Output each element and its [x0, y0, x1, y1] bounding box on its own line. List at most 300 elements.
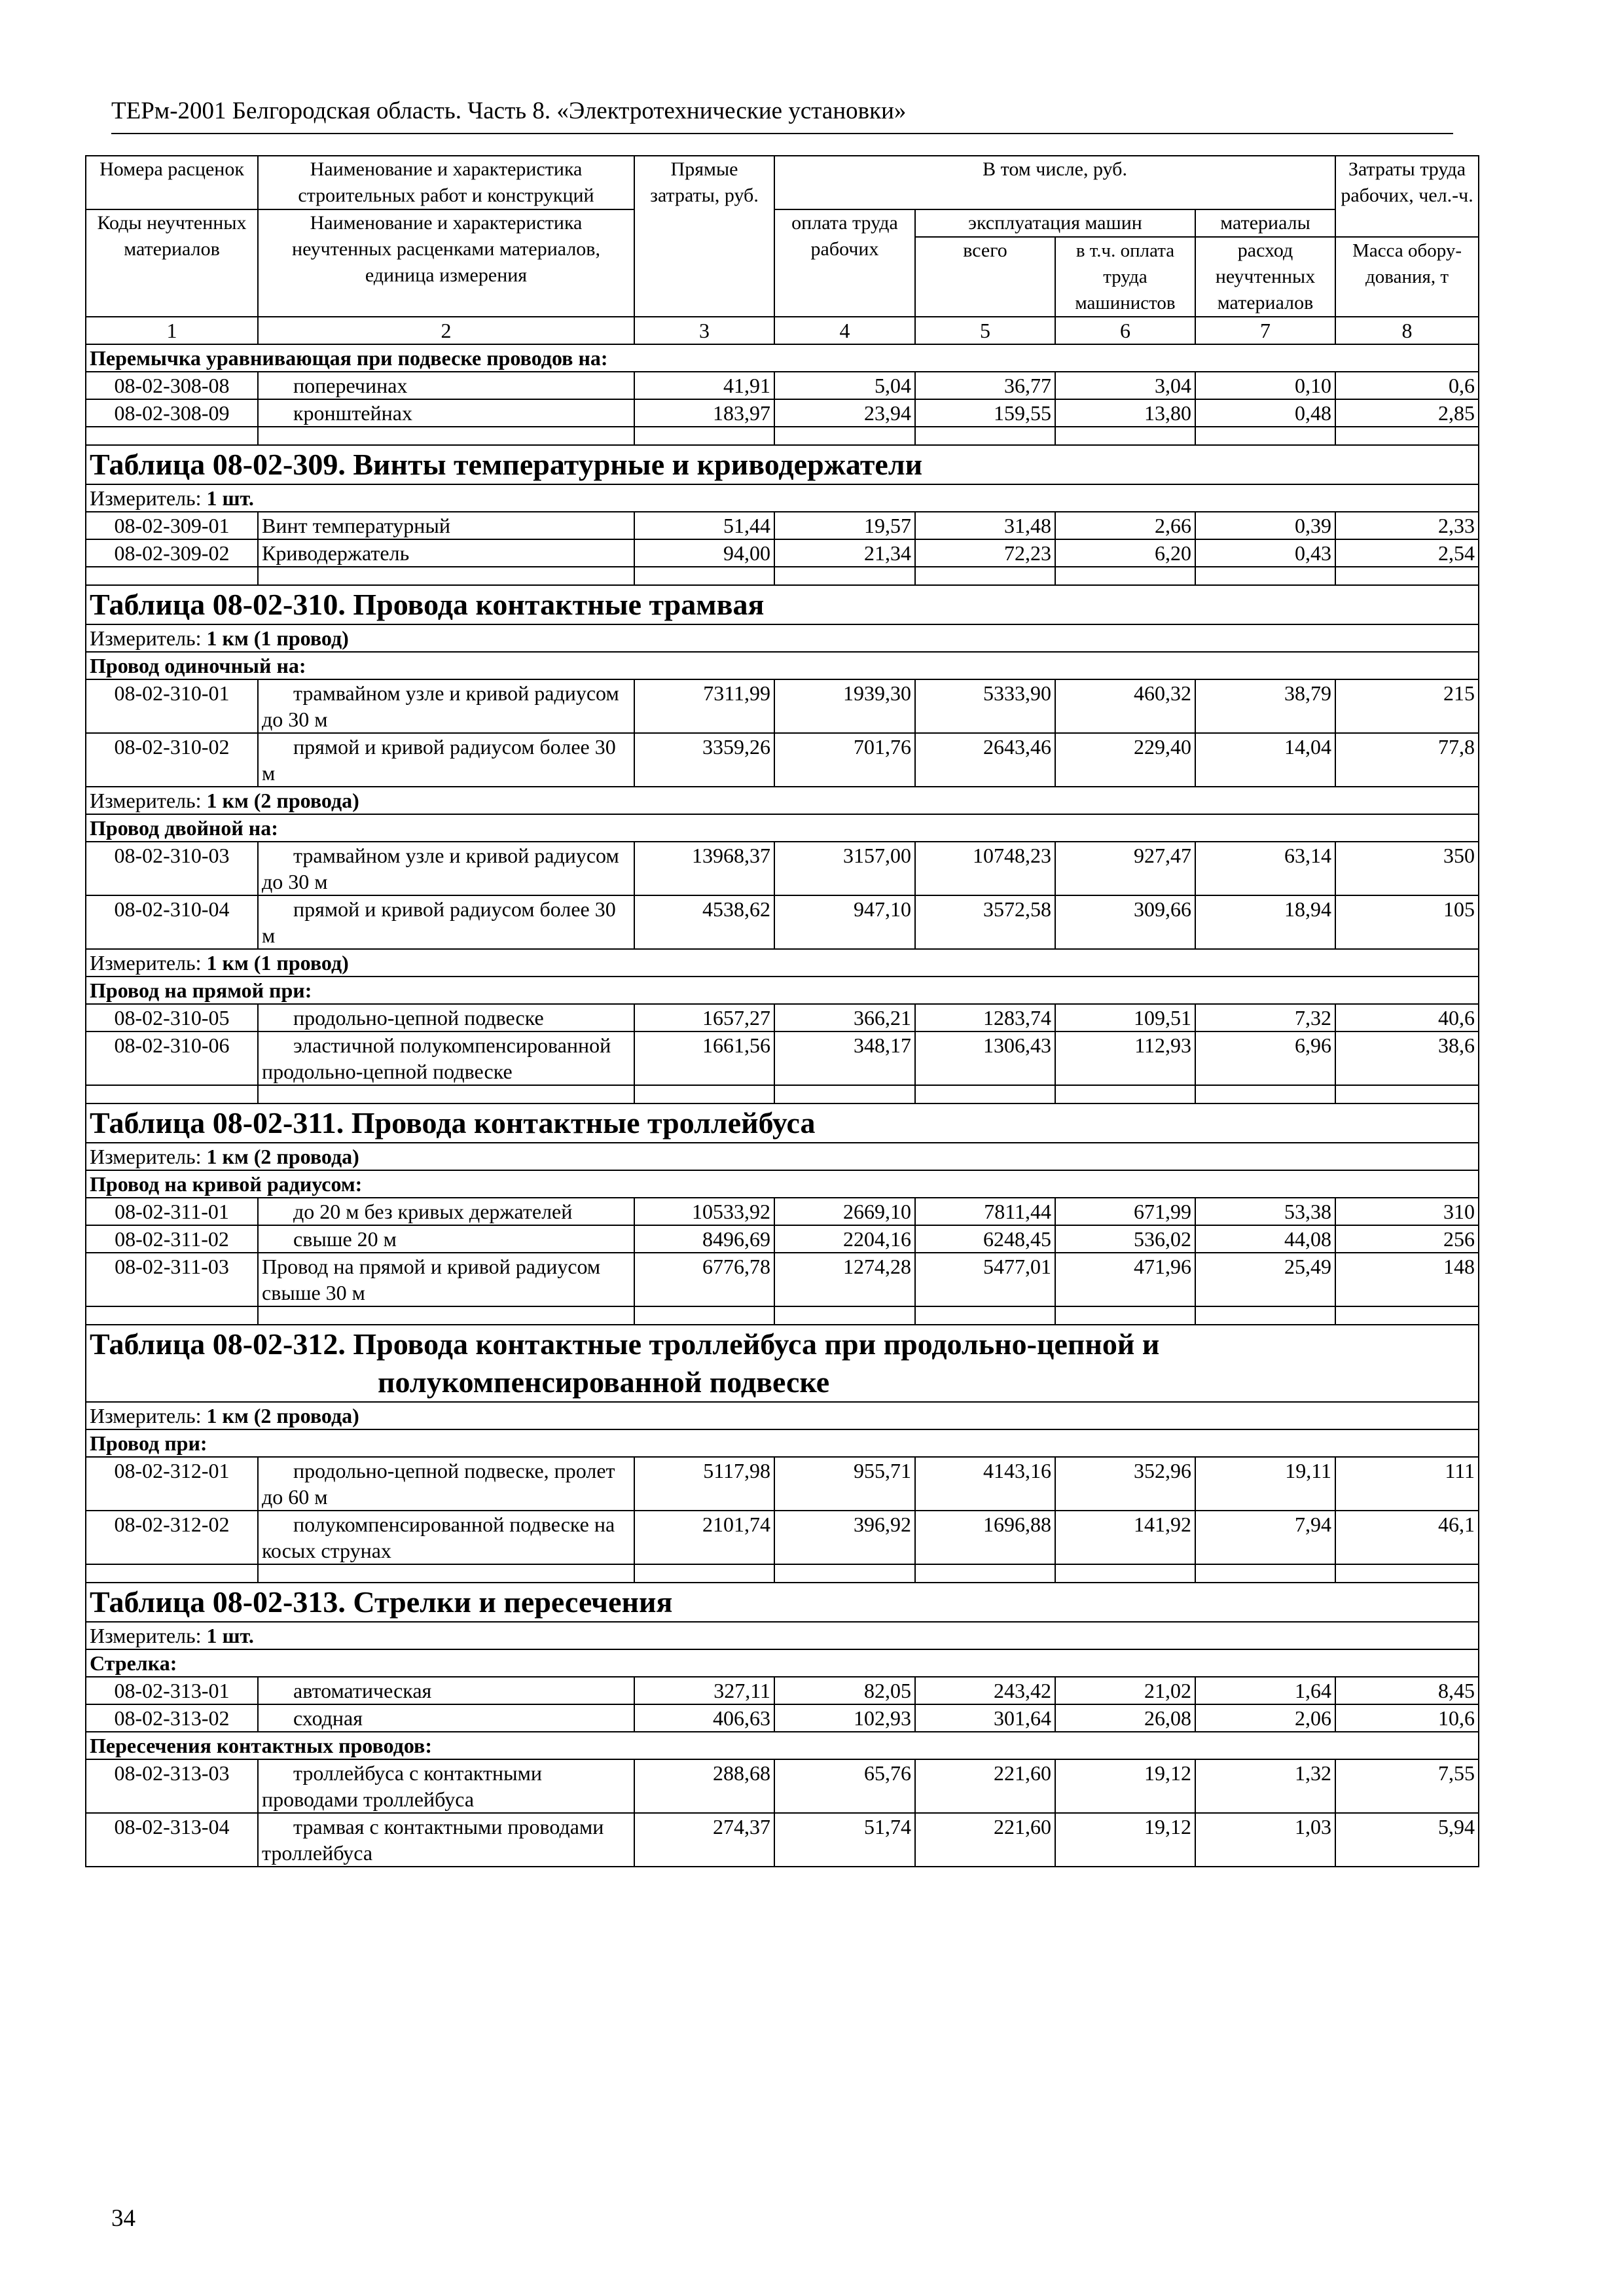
measure-row — [86, 624, 1479, 652]
material-use: 7,32 — [1195, 1004, 1335, 1031]
material-use: 0,10 — [1195, 372, 1335, 399]
measure-label: Измеритель: — [90, 486, 202, 510]
col-header-material-names: Наименование и характеристика неучтенных расценками материалов, единица измерения — [258, 209, 634, 317]
table-title-row — [86, 585, 1479, 624]
labor-hours: 148 — [1335, 1253, 1479, 1306]
table-row — [86, 1031, 1479, 1085]
table-row — [86, 372, 1479, 399]
direct-costs: 13968,37 — [634, 842, 774, 895]
table-row — [86, 1677, 1479, 1704]
labor-hours: 310 — [1335, 1198, 1479, 1225]
table-title — [90, 1325, 1475, 1401]
direct-costs: 41,91 — [634, 372, 774, 399]
spacer-cell — [1055, 1085, 1195, 1103]
section-heading-row — [86, 814, 1479, 842]
worker-pay: 1939,30 — [774, 679, 915, 733]
rate-code: 08-02-312-01 — [86, 1457, 258, 1511]
machines-total: 36,77 — [915, 372, 1055, 399]
operator-pay: 6,20 — [1055, 539, 1195, 567]
table-title-row — [86, 1103, 1479, 1143]
section-heading-row — [86, 1429, 1479, 1457]
table-title-row-cell — [86, 585, 1479, 624]
section-heading-row — [86, 344, 1479, 372]
spacer-cell — [774, 1306, 915, 1325]
spacer-cell — [1335, 1306, 1479, 1325]
spacer-cell — [1335, 427, 1479, 445]
table-row — [86, 895, 1479, 949]
material-use: 63,14 — [1195, 842, 1335, 895]
col-header-machines-total: всего — [915, 237, 1055, 317]
operator-pay: 671,99 — [1055, 1198, 1195, 1225]
operator-pay: 21,02 — [1055, 1677, 1195, 1704]
spacer-cell — [258, 1085, 634, 1103]
measure-row-cell — [86, 1402, 1479, 1429]
operator-pay: 229,40 — [1055, 733, 1195, 787]
worker-pay: 51,74 — [774, 1813, 915, 1867]
col-header-equipment-mass: Масса обору- дования, т — [1335, 237, 1479, 317]
operator-pay: 26,08 — [1055, 1704, 1195, 1732]
measure-unit: 1 км (1 провод) — [206, 626, 349, 650]
material-use: 1,03 — [1195, 1813, 1335, 1867]
table-title-row — [86, 1583, 1479, 1622]
page-header: ТЕРм-2001 Белгородская область. Часть 8. «Электротехнические установки» — [111, 98, 907, 124]
work-name: прямой и кривой радиусом более 30 м — [258, 895, 634, 949]
table-title-text: Таблица 08-02-310. Провода контактные трамвая — [90, 588, 765, 621]
measure-row-cell — [86, 949, 1479, 977]
measure-unit: 1 шт. — [206, 486, 254, 510]
measure-row-cell — [86, 787, 1479, 814]
table-title-row — [86, 445, 1479, 484]
machines-total: 1696,88 — [915, 1511, 1055, 1564]
table-title-row-cell — [86, 1583, 1479, 1622]
measure-row-cell — [86, 624, 1479, 652]
column-numbers-row — [86, 317, 1479, 344]
machines-total: 4143,16 — [915, 1457, 1055, 1511]
spacer-cell — [915, 567, 1055, 585]
table-row — [86, 1511, 1479, 1564]
table-row — [86, 1704, 1479, 1732]
worker-pay: 21,34 — [774, 539, 915, 567]
worker-pay: 348,17 — [774, 1031, 915, 1085]
column-number: 8 — [1335, 317, 1479, 344]
col-header-operator-pay: в т.ч. оплата труда машинистов — [1055, 237, 1195, 317]
operator-pay: 536,02 — [1055, 1225, 1195, 1253]
table-row — [86, 1253, 1479, 1306]
section-heading-row-cell — [86, 1429, 1479, 1457]
column-number: 7 — [1195, 317, 1335, 344]
machines-total: 10748,23 — [915, 842, 1055, 895]
material-use: 44,08 — [1195, 1225, 1335, 1253]
rate-code: 08-02-308-09 — [86, 399, 258, 427]
rate-code: 08-02-310-04 — [86, 895, 258, 949]
header-rule — [111, 133, 1453, 134]
work-name: кронштейнах — [258, 399, 634, 427]
table-title-row — [86, 1325, 1479, 1402]
worker-pay: 2669,10 — [774, 1198, 915, 1225]
machines-total: 1306,43 — [915, 1031, 1055, 1085]
column-number: 4 — [774, 317, 915, 344]
measure-label: Измеритель: — [90, 789, 202, 812]
rate-code: 08-02-311-03 — [86, 1253, 258, 1306]
machines-total: 7811,44 — [915, 1198, 1055, 1225]
direct-costs: 51,44 — [634, 512, 774, 539]
operator-pay: 112,93 — [1055, 1031, 1195, 1085]
machines-total: 243,42 — [915, 1677, 1055, 1704]
labor-hours: 0,6 — [1335, 372, 1479, 399]
machines-total: 159,55 — [915, 399, 1055, 427]
work-name: продольно-цепной подвеске — [258, 1004, 634, 1031]
rate-code: 08-02-311-02 — [86, 1225, 258, 1253]
material-use: 0,48 — [1195, 399, 1335, 427]
operator-pay: 19,12 — [1055, 1759, 1195, 1813]
table-row — [86, 733, 1479, 787]
spacer-cell — [774, 427, 915, 445]
spacer-cell — [258, 427, 634, 445]
labor-hours: 8,45 — [1335, 1677, 1479, 1704]
operator-pay: 471,96 — [1055, 1253, 1195, 1306]
table-title-continuation: полукомпенсированной подвеске — [378, 1365, 830, 1399]
direct-costs: 1657,27 — [634, 1004, 774, 1031]
col-header-work-name: Наименование и характеристика строительных работ и конструкций — [258, 156, 634, 209]
table-row — [86, 1759, 1479, 1813]
direct-costs: 5117,98 — [634, 1457, 774, 1511]
section-heading: Провод двойной на: — [90, 816, 278, 840]
direct-costs: 8496,69 — [634, 1225, 774, 1253]
col-header-material-codes: Коды неучтенных материалов — [86, 209, 258, 317]
spacer-cell — [86, 1306, 258, 1325]
section-heading: Пересечения контактных проводов: — [90, 1734, 432, 1757]
work-name: продольно-цепной подвеске, пролет до 60 м — [258, 1457, 634, 1511]
spacer-cell — [774, 567, 915, 585]
column-number: 3 — [634, 317, 774, 344]
material-use: 38,79 — [1195, 679, 1335, 733]
work-name: свыше 20 м — [258, 1225, 634, 1253]
measure-unit: 1 км (1 провод) — [206, 951, 349, 975]
direct-costs: 10533,92 — [634, 1198, 774, 1225]
spacer-cell — [1195, 1564, 1335, 1583]
rates-table — [85, 155, 1479, 1867]
labor-hours: 215 — [1335, 679, 1479, 733]
table-row — [86, 1004, 1479, 1031]
material-use: 2,06 — [1195, 1704, 1335, 1732]
labor-hours: 40,6 — [1335, 1004, 1479, 1031]
worker-pay: 396,92 — [774, 1511, 915, 1564]
spacer-cell — [634, 427, 774, 445]
spacer-cell — [634, 1564, 774, 1583]
rate-code: 08-02-312-02 — [86, 1511, 258, 1564]
labor-hours: 38,6 — [1335, 1031, 1479, 1085]
section-heading-row — [86, 1170, 1479, 1198]
labor-hours: 77,8 — [1335, 733, 1479, 787]
spacer-cell — [1335, 1564, 1479, 1583]
col-header-worker-pay: оплата труда рабочих — [774, 209, 915, 317]
measure-row — [86, 1622, 1479, 1649]
spacer-cell — [86, 427, 258, 445]
table-title-text: Таблица 08-02-309. Винты температурные и криводержатели — [90, 448, 923, 481]
measure-row — [86, 1402, 1479, 1429]
material-use: 25,49 — [1195, 1253, 1335, 1306]
spacer-cell — [1055, 567, 1195, 585]
machines-total: 6248,45 — [915, 1225, 1055, 1253]
section-heading-row-cell — [86, 977, 1479, 1004]
measure-row — [86, 1143, 1479, 1170]
col-header-machines: эксплуатация машин — [915, 209, 1195, 237]
material-use: 6,96 — [1195, 1031, 1335, 1085]
table-title — [90, 446, 1475, 484]
direct-costs: 183,97 — [634, 399, 774, 427]
operator-pay: 3,04 — [1055, 372, 1195, 399]
worker-pay: 65,76 — [774, 1759, 915, 1813]
table-title — [90, 586, 1475, 624]
measure-label: Измеритель: — [90, 951, 202, 975]
machines-total: 1283,74 — [915, 1004, 1055, 1031]
table-title-row-cell — [86, 445, 1479, 484]
table-row — [86, 842, 1479, 895]
work-name: до 20 м без кривых держателей — [258, 1198, 634, 1225]
measure-row-cell — [86, 1622, 1479, 1649]
rate-code: 08-02-313-03 — [86, 1759, 258, 1813]
work-name: поперечинах — [258, 372, 634, 399]
labor-hours: 350 — [1335, 842, 1479, 895]
worker-pay: 3157,00 — [774, 842, 915, 895]
table-row — [86, 399, 1479, 427]
column-number: 6 — [1055, 317, 1195, 344]
spacer-cell — [1055, 1564, 1195, 1583]
table-row — [86, 1225, 1479, 1253]
rate-code: 08-02-309-02 — [86, 539, 258, 567]
worker-pay: 947,10 — [774, 895, 915, 949]
operator-pay: 460,32 — [1055, 679, 1195, 733]
labor-hours: 10,6 — [1335, 1704, 1479, 1732]
direct-costs: 6776,78 — [634, 1253, 774, 1306]
direct-costs: 274,37 — [634, 1813, 774, 1867]
operator-pay: 19,12 — [1055, 1813, 1195, 1867]
operator-pay: 141,92 — [1055, 1511, 1195, 1564]
rate-code: 08-02-313-02 — [86, 1704, 258, 1732]
table-title-text: Таблица 08-02-313. Стрелки и пересечения — [90, 1585, 673, 1619]
measure-row-cell — [86, 484, 1479, 512]
labor-hours: 2,33 — [1335, 512, 1479, 539]
work-name: прямой и кривой радиусом более 30 м — [258, 733, 634, 787]
direct-costs: 4538,62 — [634, 895, 774, 949]
col-header-materials: материалы — [1195, 209, 1335, 237]
labor-hours: 5,94 — [1335, 1813, 1479, 1867]
work-name: трамвайном узле и кривой радиусом до 30 м — [258, 679, 634, 733]
worker-pay: 1274,28 — [774, 1253, 915, 1306]
direct-costs: 7311,99 — [634, 679, 774, 733]
work-name: Винт температурный — [258, 512, 634, 539]
table-title-row-cell — [86, 1325, 1479, 1402]
operator-pay: 352,96 — [1055, 1457, 1195, 1511]
material-use: 18,94 — [1195, 895, 1335, 949]
rate-code: 08-02-310-06 — [86, 1031, 258, 1085]
rate-code: 08-02-313-04 — [86, 1813, 258, 1867]
labor-hours: 256 — [1335, 1225, 1479, 1253]
table-row — [86, 1198, 1479, 1225]
spacer-row — [86, 1085, 1479, 1103]
labor-hours: 2,54 — [1335, 539, 1479, 567]
worker-pay: 19,57 — [774, 512, 915, 539]
material-use: 19,11 — [1195, 1457, 1335, 1511]
section-heading: Провод на прямой при: — [90, 978, 312, 1002]
section-heading: Провод на кривой радиусом: — [90, 1172, 363, 1196]
spacer-cell — [915, 1564, 1055, 1583]
col-header-rate-numbers: Номера расценок — [86, 156, 258, 209]
spacer-cell — [915, 1306, 1055, 1325]
machines-total: 72,23 — [915, 539, 1055, 567]
worker-pay: 5,04 — [774, 372, 915, 399]
section-heading-row-cell — [86, 1170, 1479, 1198]
labor-hours: 7,55 — [1335, 1759, 1479, 1813]
direct-costs: 1661,56 — [634, 1031, 774, 1085]
machines-total: 5477,01 — [915, 1253, 1055, 1306]
direct-costs: 2101,74 — [634, 1511, 774, 1564]
page-number: 34 — [111, 2205, 135, 2232]
spacer-row — [86, 567, 1479, 585]
direct-costs: 406,63 — [634, 1704, 774, 1732]
section-heading-row-cell — [86, 814, 1479, 842]
material-use: 14,04 — [1195, 733, 1335, 787]
table-title — [90, 1104, 1475, 1142]
table-title — [90, 1583, 1475, 1621]
measure-row — [86, 484, 1479, 512]
spacer-cell — [86, 1085, 258, 1103]
header-row-1 — [86, 156, 1479, 209]
rate-code: 08-02-309-01 — [86, 512, 258, 539]
rate-code: 08-02-308-08 — [86, 372, 258, 399]
work-name: Провод на прямой и кривой радиусом свыше 30 м — [258, 1253, 634, 1306]
operator-pay: 13,80 — [1055, 399, 1195, 427]
section-heading-row-cell — [86, 1649, 1479, 1677]
measure-label: Измеритель: — [90, 626, 202, 650]
column-number: 2 — [258, 317, 634, 344]
measure-label: Измеритель: — [90, 1145, 202, 1168]
operator-pay: 2,66 — [1055, 512, 1195, 539]
spacer-cell — [258, 1306, 634, 1325]
machines-total: 2643,46 — [915, 733, 1055, 787]
material-use: 1,64 — [1195, 1677, 1335, 1704]
spacer-cell — [1195, 1085, 1335, 1103]
table-row — [86, 1457, 1479, 1511]
work-name: полукомпенсированной подвеске на косых струнах — [258, 1511, 634, 1564]
direct-costs: 94,00 — [634, 539, 774, 567]
measure-unit: 1 шт. — [206, 1624, 254, 1647]
spacer-cell — [634, 1085, 774, 1103]
col-header-labor: Затраты труда рабочих, чел.-ч. — [1335, 156, 1479, 237]
operator-pay: 927,47 — [1055, 842, 1195, 895]
table-body — [86, 156, 1479, 1867]
operator-pay: 309,66 — [1055, 895, 1195, 949]
section-heading-row-cell — [86, 652, 1479, 679]
spacer-cell — [634, 567, 774, 585]
spacer-cell — [634, 1306, 774, 1325]
section-heading-row — [86, 652, 1479, 679]
rate-code: 08-02-313-01 — [86, 1677, 258, 1704]
operator-pay: 109,51 — [1055, 1004, 1195, 1031]
section-heading: Стрелка: — [90, 1651, 177, 1675]
section-heading-row — [86, 1732, 1479, 1759]
material-use: 0,39 — [1195, 512, 1335, 539]
spacer-cell — [258, 1564, 634, 1583]
direct-costs: 327,11 — [634, 1677, 774, 1704]
spacer-cell — [774, 1085, 915, 1103]
worker-pay: 102,93 — [774, 1704, 915, 1732]
table-row — [86, 512, 1479, 539]
spacer-cell — [1055, 1306, 1195, 1325]
spacer-cell — [86, 567, 258, 585]
spacer-row — [86, 1306, 1479, 1325]
section-heading-row — [86, 1649, 1479, 1677]
col-header-including: В том числе, руб. — [774, 156, 1335, 209]
direct-costs: 3359,26 — [634, 733, 774, 787]
machines-total: 301,64 — [915, 1704, 1055, 1732]
spacer-cell — [774, 1564, 915, 1583]
spacer-cell — [86, 1564, 258, 1583]
work-name: автоматическая — [258, 1677, 634, 1704]
direct-costs: 288,68 — [634, 1759, 774, 1813]
worker-pay: 2204,16 — [774, 1225, 915, 1253]
table-title-text: Таблица 08-02-311. Провода контактные троллейбуса — [90, 1106, 816, 1139]
measure-row-cell — [86, 1143, 1479, 1170]
spacer-row — [86, 427, 1479, 445]
measure-unit: 1 км (2 провода) — [206, 789, 359, 812]
labor-hours: 111 — [1335, 1457, 1479, 1511]
col-header-direct-costs: Прямые затраты, руб. — [634, 156, 774, 317]
table-row — [86, 539, 1479, 567]
spacer-cell — [1335, 567, 1479, 585]
table-title-row-cell — [86, 1103, 1479, 1143]
material-use: 0,43 — [1195, 539, 1335, 567]
section-heading-row-cell — [86, 344, 1479, 372]
machines-total: 5333,90 — [915, 679, 1055, 733]
work-name: троллейбуса с контактными проводами троллейбуса — [258, 1759, 634, 1813]
labor-hours: 105 — [1335, 895, 1479, 949]
measure-label: Измеритель: — [90, 1624, 202, 1647]
material-use: 1,32 — [1195, 1759, 1335, 1813]
work-name: Криводержатель — [258, 539, 634, 567]
rate-code: 08-02-310-03 — [86, 842, 258, 895]
worker-pay: 23,94 — [774, 399, 915, 427]
spacer-cell — [1335, 1085, 1479, 1103]
header-row-2 — [86, 209, 1479, 237]
labor-hours: 2,85 — [1335, 399, 1479, 427]
rate-code: 08-02-310-02 — [86, 733, 258, 787]
spacer-cell — [1195, 567, 1335, 585]
spacer-cell — [915, 427, 1055, 445]
section-heading-row-cell — [86, 1732, 1479, 1759]
column-number: 1 — [86, 317, 258, 344]
worker-pay: 366,21 — [774, 1004, 915, 1031]
machines-total: 221,60 — [915, 1813, 1055, 1867]
spacer-cell — [1055, 427, 1195, 445]
column-number: 5 — [915, 317, 1055, 344]
spacer-row — [86, 1564, 1479, 1583]
work-name: трамвая с контактными проводами троллейбуса — [258, 1813, 634, 1867]
table-row — [86, 679, 1479, 733]
measure-row — [86, 949, 1479, 977]
section-heading: Провод при: — [90, 1431, 208, 1455]
table-row — [86, 1813, 1479, 1867]
machines-total: 221,60 — [915, 1759, 1055, 1813]
machines-total: 31,48 — [915, 512, 1055, 539]
measure-row — [86, 787, 1479, 814]
section-heading: Перемычка уравнивающая при подвеске проводов на: — [90, 346, 608, 370]
spacer-cell — [1195, 1306, 1335, 1325]
measure-unit: 1 км (2 провода) — [206, 1404, 359, 1427]
worker-pay: 701,76 — [774, 733, 915, 787]
rate-code: 08-02-310-01 — [86, 679, 258, 733]
col-header-material-use: расход неучтенных материалов — [1195, 237, 1335, 317]
